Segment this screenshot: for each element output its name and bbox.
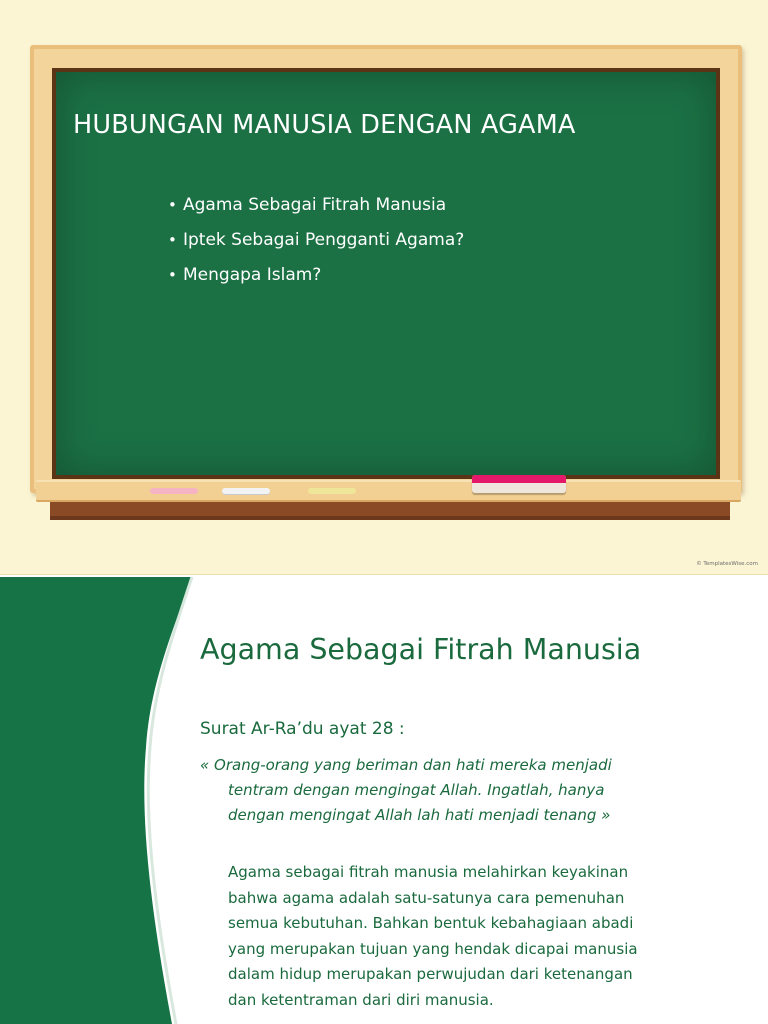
template-credit: © TemplatesWise.com [696, 561, 758, 567]
bullet-icon: • [168, 266, 177, 284]
paragraph-line: semua kebutuhan. Bahkan bentuk kebahagiaan abadi [228, 914, 634, 932]
body-paragraph [228, 860, 728, 1013]
quote-line: dengan mengingat Allah lah hati menjadi tenang » [228, 806, 611, 824]
slide-subtitle: Surat Ar-Ra’du ayat 28 : [200, 719, 405, 739]
bullet-text: Mengapa Islam? [183, 265, 322, 285]
quote-line: tentram dengan mengingat Allah. Ingatlah, hanya [228, 781, 605, 799]
bullet-list [168, 188, 464, 293]
chalk-ledge [36, 480, 741, 502]
paragraph-line: dalam hidup merupakan perwujudan dari ketenangan [228, 965, 633, 983]
bullet-text: Iptek Sebagai Pengganti Agama? [183, 230, 465, 250]
slide-title: Agama Sebagai Fitrah Manusia [200, 633, 642, 666]
quote-line: « Orang-orang yang beriman dan hati mereka menjadi [200, 756, 612, 774]
bullet-icon: • [168, 231, 177, 249]
eraser-top [472, 475, 566, 483]
pink-chalk-icon [150, 488, 198, 494]
chalk-ledge-base [50, 502, 730, 520]
slide-title: HUBUNGAN MANUSIA DENGAN AGAMA [73, 110, 576, 140]
bullet-item [168, 223, 464, 258]
slide-content [0, 577, 768, 1024]
eraser-icon [472, 475, 566, 493]
bullet-icon: • [168, 196, 177, 214]
paragraph-line: dan ketentraman dari diri manusia. [228, 990, 494, 1009]
chalkboard [52, 68, 720, 479]
bullet-item [168, 258, 464, 293]
yellow-chalk-icon [308, 488, 356, 494]
paragraph-line: yang merupakan tujuan yang hendak dicapai manusia [228, 939, 638, 958]
paragraph-line: Agama sebagai fitrah manusia melahirkan keyakinan [228, 863, 629, 881]
white-chalk-icon [222, 488, 270, 494]
bullet-text: Agama Sebagai Fitrah Manusia [183, 195, 447, 215]
bullet-item [168, 188, 464, 223]
quote-block [200, 753, 700, 828]
paragraph-line: bahwa agama adalah satu-satunya cara pemenuhan [228, 888, 625, 907]
